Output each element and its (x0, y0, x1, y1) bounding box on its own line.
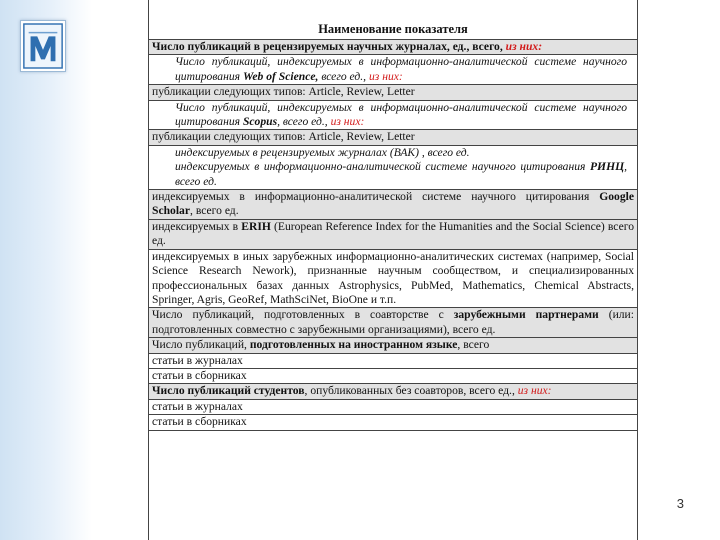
row-text: , всего (457, 338, 490, 352)
row-text: Число публикаций, индексируемых в информационно-аналитической системе научного цитирования (175, 55, 627, 83)
table-row (149, 338, 637, 353)
table-row (149, 190, 637, 220)
row-text: публикации следующих типов: Article, Review, Letter (152, 130, 415, 144)
table-row (149, 400, 637, 415)
row-text-highlight: Scopus (242, 115, 278, 129)
row-text-red: из них: (330, 115, 365, 129)
table-header: Наименование показателя (149, 0, 637, 40)
row-text-highlight: РИНЦ (589, 160, 625, 174)
indicators-table (148, 0, 638, 540)
row-text-highlight: Web of Science, (242, 69, 319, 83)
slide-number: 3 (676, 496, 684, 511)
table-row (149, 146, 637, 190)
table-row (149, 130, 637, 145)
table-row (149, 384, 637, 399)
row-text: индексируемых в информационно-аналитической системе научного цитирования (175, 160, 586, 174)
row-text: , всего ед., (277, 115, 328, 129)
row-text: (European Reference Index for the Humanities and the Social Science) всего ед. (152, 219, 634, 248)
row-text-red: из них: (368, 69, 403, 83)
table-row (149, 415, 637, 430)
row-text: статьи в сборниках (152, 368, 247, 382)
table-row (149, 85, 637, 100)
row-text: публикации следующих типов: Article, Review, Letter (152, 85, 415, 99)
row-text: (или: подготовленных совместно с зарубежными организациями), всего ед. (152, 308, 634, 336)
row-text: статьи в журналах (152, 399, 243, 413)
row-text-red: из них: (517, 384, 552, 398)
table-row (149, 40, 637, 55)
table-row (149, 308, 637, 338)
row-text: статьи в сборниках (152, 415, 247, 429)
row-text: всего ед., (321, 69, 367, 83)
table-row (149, 101, 637, 131)
row-text-highlight: ERIH (241, 219, 271, 233)
row-text-highlight: Число публикаций студентов (152, 384, 305, 398)
table-row (149, 220, 637, 250)
row-text-red: из них: (505, 40, 543, 53)
row-text-highlight: подготовленных на иностранном языке (249, 338, 458, 352)
table-row (149, 354, 637, 369)
side-gradient-band (0, 0, 92, 540)
row-text: , всего ед. (175, 160, 628, 188)
table-row (149, 55, 637, 85)
row-text: Число публикаций в рецензируемых научных журналах, ед., всего, (152, 40, 503, 53)
row-text-highlight: зарубежными партнерами (453, 308, 599, 322)
row-text: Число публикаций, (152, 338, 247, 352)
row-text: индексируемых в информационно-аналитической системе научного цитирования (152, 190, 590, 204)
row-text-highlight: Google Scholar (152, 190, 634, 218)
row-text: , опубликованных без соавторов, всего ед., (304, 384, 515, 398)
university-logo-icon (20, 20, 66, 72)
row-text: Число публикаций, индексируемых в информационно-аналитической системе научного цитирования (175, 100, 627, 129)
table-row (149, 250, 637, 309)
row-text: индексируемых в иных зарубежных информационно-аналитических системах (например, Social Science Research Nework), признанные научным сообществом, и специализированных профессиональных базах данных Astrophysics, PubMed, Mathematics, Chemical Abstracts, Springer, Agris, GeoRef, MathSciNet, BioOne и т.п. (152, 249, 634, 306)
table-row (149, 369, 637, 384)
row-text: Число публикаций, подготовленных в соавторстве с (152, 308, 444, 322)
row-text: , всего ед. (190, 204, 239, 218)
row-text: статьи в журналах (152, 353, 243, 367)
row-text: индексируемых в (152, 219, 239, 233)
row-text: индексируемых в рецензируемых журналах (ВАК) , всего ед. (175, 145, 470, 159)
